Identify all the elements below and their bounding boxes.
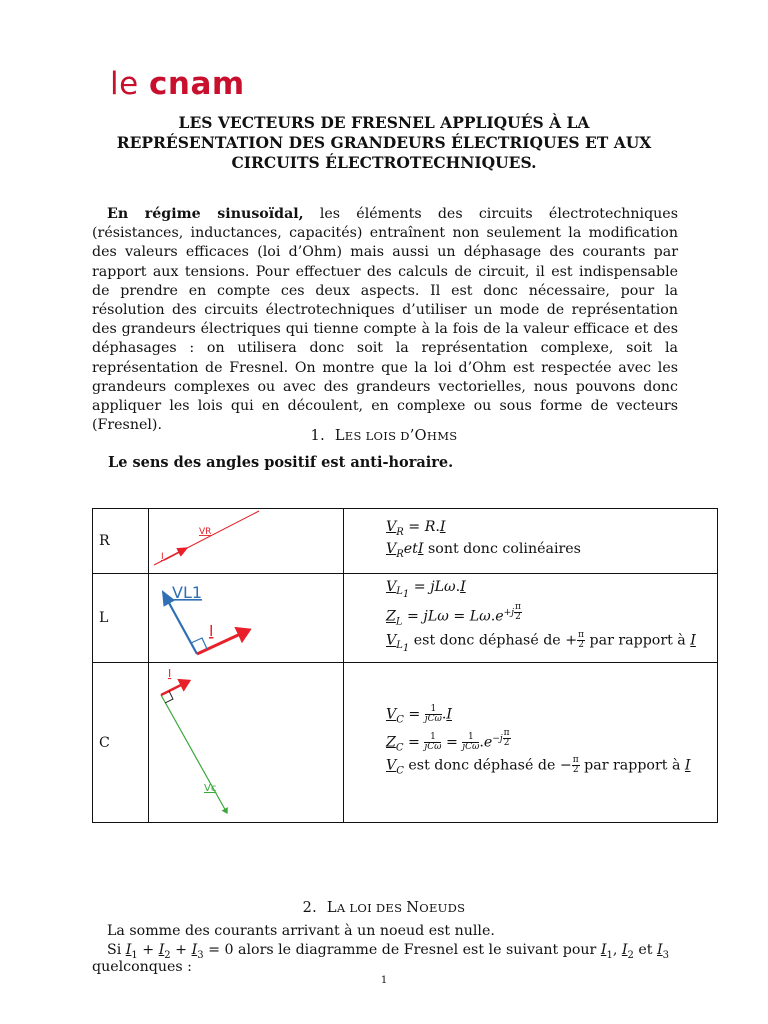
section-1-heading: 1. LES LOIS D’OHMS xyxy=(310,428,458,444)
i-vector-l xyxy=(197,630,249,654)
i-vector-c xyxy=(161,681,189,695)
resistor-phasor-svg xyxy=(149,509,343,569)
ohm-laws-table xyxy=(92,508,718,823)
inductor-formulas xyxy=(344,574,718,663)
vc-phase-statement: $V_C$ est donc déphasé de − $\frac{\pi}{2}$ par rapport à I xyxy=(386,755,691,777)
title-line-3: CIRCUITS ÉLECTROTECHNIQUES. xyxy=(231,153,537,172)
title-line-1: LES VECTEURS DE FRESNEL APPLIQUÉS À LA xyxy=(178,113,590,132)
i-label-r: I xyxy=(161,552,164,562)
vr-formula: $V_R = R.I$ xyxy=(386,519,446,538)
vc-label: Vc xyxy=(204,783,217,794)
inductor-phasor-figure xyxy=(149,574,344,663)
zl-formula: $Z_L = jL\omega = L\omega.e^{+j \frac{\pi}{2}}$ xyxy=(386,602,521,629)
inductor-phasor-svg xyxy=(149,574,343,658)
capacitor-phasor-figure xyxy=(149,663,344,823)
angle-convention-note: Le sens des angles positif est anti-horaire. xyxy=(108,454,454,471)
intro-paragraph xyxy=(92,205,678,435)
row-label-c: C xyxy=(93,663,149,823)
intro-lead: En régime sinusoïdal, xyxy=(107,206,304,222)
node-law-statement: La somme des courants arrivant à un noeud est nulle. xyxy=(107,923,495,939)
vc-formula: $V_C$ = $\frac{1}{\text{jCω}}$ .I xyxy=(386,704,452,726)
vl1-formula: $V_{L_1} = jL\omega.I$ xyxy=(386,578,466,601)
node-law-continuation: quelconques : xyxy=(92,959,192,975)
intro-body: les éléments des circuits électrotechniques (résistances, inductances, capacités) entraînent non seulement la modification des valeurs efficaces (loi d’Ohm) mais aussi un déphasage des courants par rapport aux tensions. Pour effectuer des calculs de circuit, il est indispensable de prendre en compte ces deux aspects. Il est donc nécessaire, pour la résolution des circuits électrotechniques d’utiliser un mode de représentation des grandeurs électriques qui tienne compte à la fois de la valeur efficace et des déphasages : on utilisera donc soit la représentation complexe, soit la représentation de Fresnel. On montre que la loi d’Ohm est respectée avec les grandeurs complexes ou avec des grandeurs vectorielles, nous pouvons donc appliquer les lois qui en découlent, en complexe ou sous forme de vecteurs (Fresnel). xyxy=(92,206,678,434)
title-line-2: REPRÉSENTATION DES GRANDEURS ÉLECTRIQUES ET AUX xyxy=(116,133,652,152)
vr-label: VR xyxy=(199,527,212,537)
page-number: 1 xyxy=(380,975,388,986)
row-label-l: L xyxy=(93,574,149,663)
capacitor-formulas xyxy=(344,663,718,823)
zc-formula: $Z_C$ = $\frac{1}{\text{jCω}}$ = $\frac{1}{\text{jCω}}$ $.e^{-j \frac{\pi}{2}}$ xyxy=(386,727,510,754)
node-law-condition: Si $I_1 + I_2 + I_3 = 0$ alors le diagramme de Fresnel est le suivant pour $I_1$, $I_2$ et $I_3$ xyxy=(107,942,669,961)
resistor-formulas xyxy=(344,509,718,574)
vl1-phase-statement: $V_{L_1}$ est donc déphasé de + $\frac{\pi}{2}$ par rapport à I xyxy=(386,630,696,655)
i-label-l: I xyxy=(209,622,214,640)
i-label-c: I xyxy=(168,667,172,680)
vc-vector xyxy=(161,695,227,813)
resistor-phasor-figure xyxy=(149,509,344,574)
i-vector-r xyxy=(164,548,187,560)
vr-colinear-statement: $V_RetI$ sont donc colinéaires xyxy=(386,541,581,560)
table-row-c xyxy=(93,663,718,823)
table-row-l xyxy=(93,574,718,663)
row-label-r: R xyxy=(93,509,149,574)
table-row-r xyxy=(93,509,718,574)
capacitor-phasor-svg xyxy=(149,663,343,818)
cnam-logo: le cnam xyxy=(110,66,245,102)
document-title xyxy=(100,113,668,173)
section-2-heading: 2. LA LOI DES NOEUDS xyxy=(302,900,466,916)
vl1-label: VL1 xyxy=(172,583,203,602)
